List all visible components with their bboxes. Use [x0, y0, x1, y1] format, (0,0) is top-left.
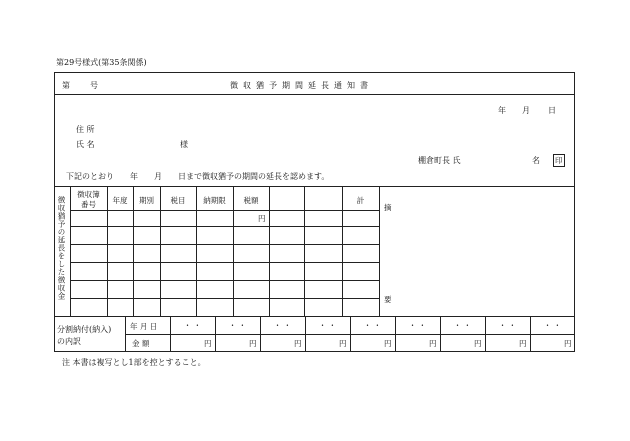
document-title: 徴収猶予期間延長通知書: [230, 81, 373, 90]
address-label: 住 所: [76, 125, 95, 134]
row-line: [70, 280, 379, 281]
installment-yen: 円: [519, 339, 527, 348]
installment-label-line2: の内訳: [57, 337, 81, 346]
number-label-left: 第: [62, 81, 70, 90]
installment-date-cell: ・ ・: [318, 321, 337, 330]
installment-amount-label: 金 額: [132, 339, 150, 348]
installment-yen: 円: [384, 339, 392, 348]
remarks-bottom: 要: [384, 295, 392, 304]
row-line: [70, 262, 379, 263]
col-header-tax-amount: 税額: [243, 196, 259, 205]
form-label: 第29号様式(第35条関係): [56, 58, 147, 67]
installment-date-cell: ・ ・: [453, 321, 472, 330]
installment-label-line1: 分割納付(納入): [57, 325, 112, 334]
honorific: 様: [180, 140, 188, 149]
tax-amount-yen: 円: [258, 214, 266, 223]
statement-text: 下記のとおり 年 月 日まで徴収猶予の期間の延長を認めます。: [66, 172, 330, 181]
row-line: [70, 210, 379, 211]
row-line: [70, 226, 379, 227]
installment-yen: 円: [204, 339, 212, 348]
installment-date-cell: ・ ・: [363, 321, 382, 330]
date-year-label: 年: [498, 106, 506, 115]
issuer-name-suffix: 名: [532, 156, 540, 165]
installment-date-cell: ・ ・: [228, 321, 247, 330]
col-header-deadline: 納期限: [203, 196, 226, 205]
col-header-ledger-line1: 徴収簿: [77, 190, 100, 199]
number-label-right: 号: [90, 81, 98, 90]
side-label: 徴収猶予の延長をした徴収金: [57, 196, 66, 300]
installment-date-cell: ・ ・: [183, 321, 202, 330]
col-header-tax-item: 税目: [170, 196, 186, 205]
installment-yen: 円: [474, 339, 482, 348]
installment-date-cell: ・ ・: [543, 321, 562, 330]
header-divider: [54, 94, 575, 95]
col-header-year: 年度: [112, 196, 128, 205]
seal-mark: 印: [555, 156, 563, 165]
col-header-total: 計: [356, 196, 365, 205]
col-divider: [269, 186, 270, 316]
col-divider: [379, 186, 380, 316]
col-header-ledger: [70, 190, 107, 210]
installment-date-cell: ・ ・: [408, 321, 427, 330]
installment-date-cell: ・ ・: [498, 321, 517, 330]
installment-yen: 円: [249, 339, 257, 348]
table-bottom-line: [54, 316, 575, 317]
installment-date-cell: ・ ・: [273, 321, 292, 330]
installment-yen: 円: [339, 339, 347, 348]
date-day-label: 日: [548, 106, 556, 115]
date-month-label: 月: [522, 106, 530, 115]
installment-yen: 円: [564, 339, 572, 348]
remarks-top: 摘: [384, 203, 392, 212]
col-header-ledger-line2: 番号: [81, 200, 96, 209]
installment-yen: 円: [429, 339, 437, 348]
row-line: [70, 244, 379, 245]
col-divider: [304, 186, 305, 316]
footnote: 注 本書は複写とし1部を控とすること。: [62, 358, 206, 367]
installment-yen: 円: [294, 339, 302, 348]
row-line: [70, 298, 379, 299]
col-header-period: 期別: [139, 196, 154, 205]
installment-date-label: 年 月 日: [130, 322, 158, 331]
issuer-title: 棚倉町長 氏: [418, 156, 461, 165]
name-label: 氏 名: [76, 140, 95, 149]
